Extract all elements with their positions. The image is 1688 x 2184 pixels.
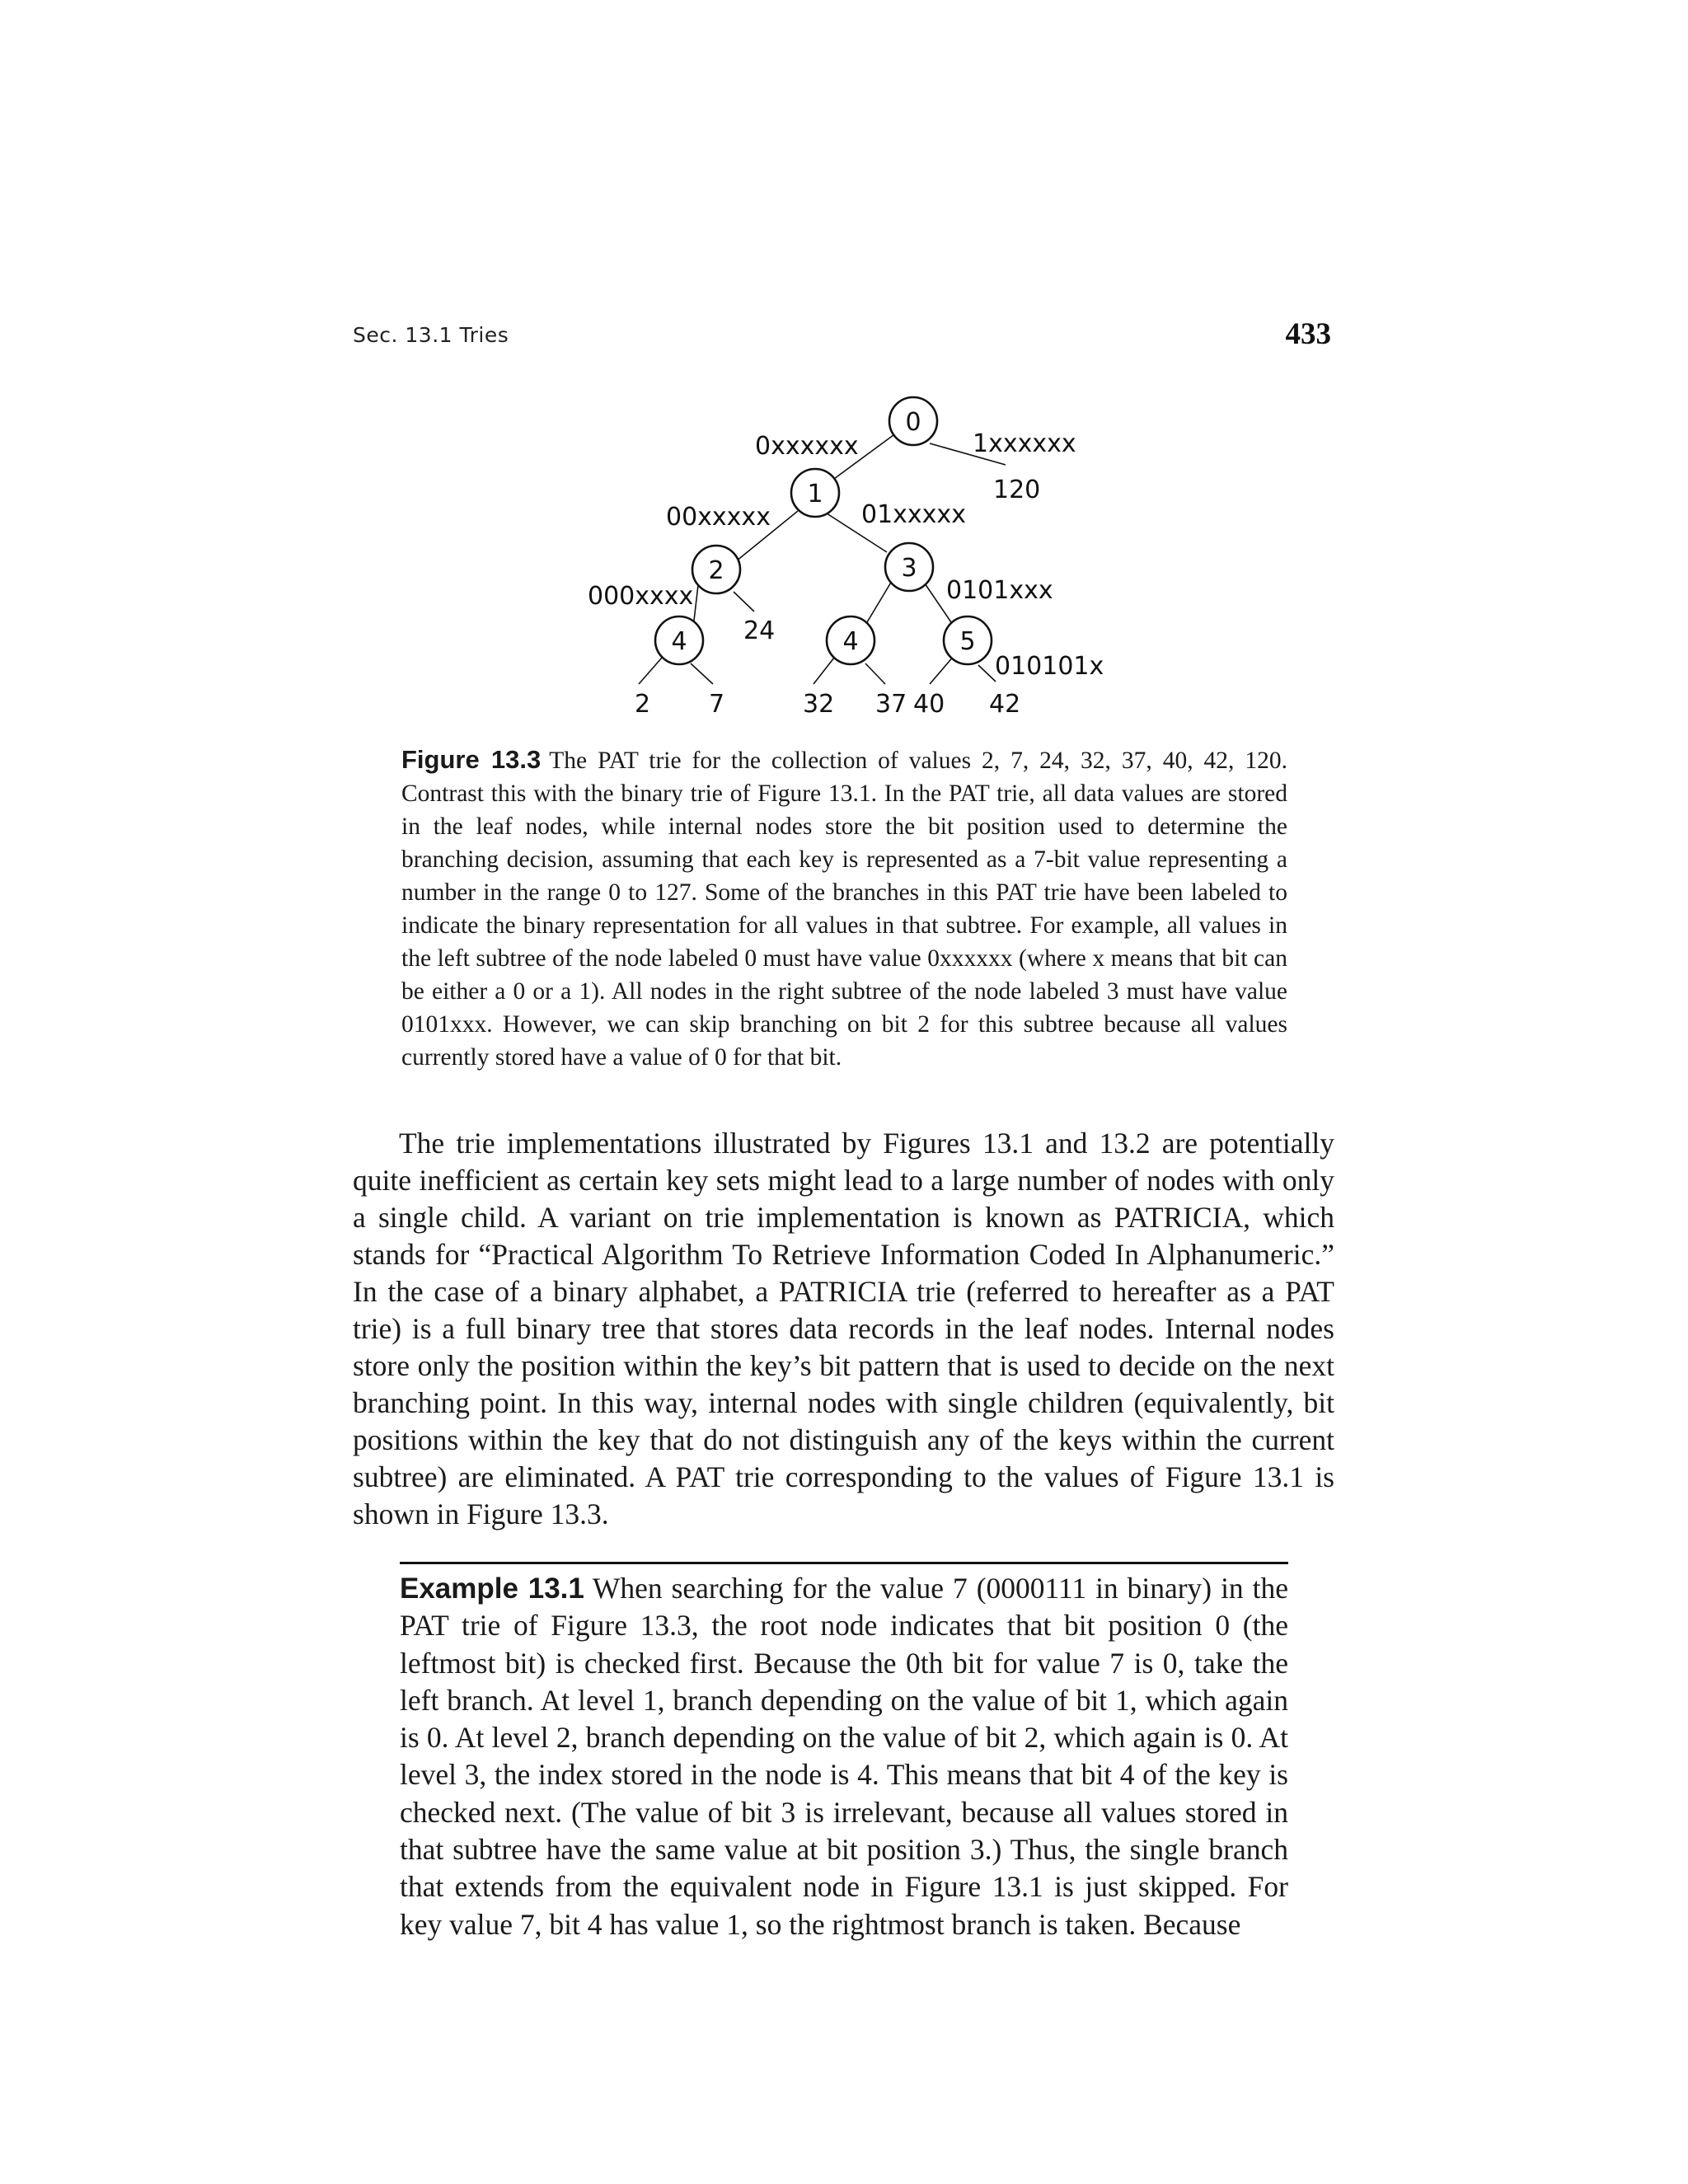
leaf-value-2: 2: [635, 690, 651, 719]
trie-node-5: [944, 616, 992, 664]
leaf-value-37: 37: [875, 690, 907, 719]
trie-node-3: [885, 543, 933, 591]
node-label: 0: [905, 408, 921, 437]
branch-label-010101x: 010101x: [995, 652, 1104, 681]
node-label: 4: [842, 627, 859, 656]
edge-4b-32: [814, 658, 834, 684]
edge-4-2: [639, 658, 662, 684]
branch-label-01xxxxx: 01xxxxx: [861, 500, 966, 529]
leaf-value-32: 32: [803, 690, 835, 719]
branch-label-0101xxx: 0101xxx: [946, 576, 1053, 605]
branch-label-1xxxxxx: 1xxxxxx: [973, 429, 1076, 458]
leaf-value-24: 24: [743, 616, 776, 645]
running-head: Sec. 13.1 Tries: [353, 323, 509, 347]
example-block: [400, 1570, 1288, 1943]
leaf-value-42: 42: [989, 690, 1021, 719]
example-top-rule: [400, 1562, 1288, 1564]
trie-node-4-left: [655, 616, 703, 664]
branch-label-0xxxxxx: 0xxxxxx: [755, 432, 859, 461]
edge-5-42: [978, 665, 996, 682]
trie-node-1: [791, 469, 839, 517]
node-label: 4: [671, 627, 687, 656]
caption-text: The PAT trie for the collection of values 2, 7, 24, 32, 37, 40, 42, 120. Contrast this with the binary trie of Figure 13.1. In the PAT trie, all data values are stored in the leaf nodes, while internal nodes store the bit position used to determine the branching decision, assuming that each key is represented as a 7-bit value representing a number in the range 0 to 127. Some of the branches in this PAT trie have been labeled to indicate the binary representation for all values in that subtree. For example, all values in the left subtree of the node labeled 0 must have value 0xxxxxx (where x means that bit can be either a 0 or a 1). All nodes in the right subtree of the node labeled 3 must have value 0101xxx. However, we can skip branching on bit 2 for this subtree because all values currently stored have a value of 0 for that bit.: [401, 748, 1287, 1071]
page-number: 433: [1285, 317, 1331, 351]
example-text: When searching for the value 7 (0000111 in binary) in the PAT trie of Figure 13.3, the root node indicates that bit position 0 (the leftmost bit) is checked first. Because the 0th bit for value 7 is 0, take the left branch. At level 1, branch depending on the value of bit 1, which again is 0. At level 2, branch depending on the value of bit 2, which again is 0. At level 3, the index stored in the node is 4. This means that bit 4 of the key is checked next. (The value of bit 3 is irrelevant, because all values stored in that subtree have the same value at bit position 3.) Thus, the single branch that extends from the equivalent node in Figure 13.1 is just skipped. For key value 7, bit 4 has value 1, so the rightmost branch is taken. Because: [400, 1572, 1288, 1941]
branch-label-00xxxxx: 00xxxxx: [666, 503, 771, 532]
leaf-value-40: 40: [913, 690, 945, 719]
edge-4b-37: [865, 663, 885, 684]
pat-trie-figure: [560, 387, 1121, 725]
example-label: Example 13.1: [400, 1572, 584, 1605]
leaf-value-120: 120: [993, 476, 1041, 504]
trie-node-0: [889, 397, 937, 445]
node-label: 3: [901, 554, 917, 583]
edge-2-24: [734, 592, 754, 612]
edge-5-40: [930, 655, 954, 684]
node-label: 1: [807, 480, 823, 509]
leaf-value-7: 7: [709, 690, 725, 719]
figure-caption: [401, 743, 1287, 1074]
body-paragraph: The trie implementations illustrated by Figures 13.1 and 13.2 are potentially quite inefficient as certain key sets might lead to a large number of nodes with only a single child. A variant on trie implementation is known as PATRICIA, which stands for “Practical Algorithm To Retrieve Information Coded In Alphanumeric.” In the case of a binary alphabet, a PATRICIA trie (referred to hereafter as a PAT trie) is a full binary tree that stores data records in the leaf nodes. Internal nodes store only the position within the key’s bit pattern that is used to decide on the next branching point. In this way, internal nodes with single children (equivalently, bit positions within the key that do not distinguish any of the keys within the current subtree) are eliminated. A PAT trie corresponding to the values of Figure 13.1 is shown in Figure 13.3.: [353, 1127, 1334, 1530]
figure-label: Figure 13.3: [401, 745, 542, 774]
node-label: 5: [959, 627, 976, 656]
branch-label-000xxxx: 000xxxx: [588, 582, 694, 611]
pat-trie-diagram: [560, 387, 1121, 725]
node-label: 2: [708, 556, 724, 585]
edge-4-7: [691, 663, 713, 684]
trie-node-4-right: [827, 616, 874, 664]
edge-3-4: [865, 581, 892, 626]
trie-node-2: [692, 546, 740, 593]
